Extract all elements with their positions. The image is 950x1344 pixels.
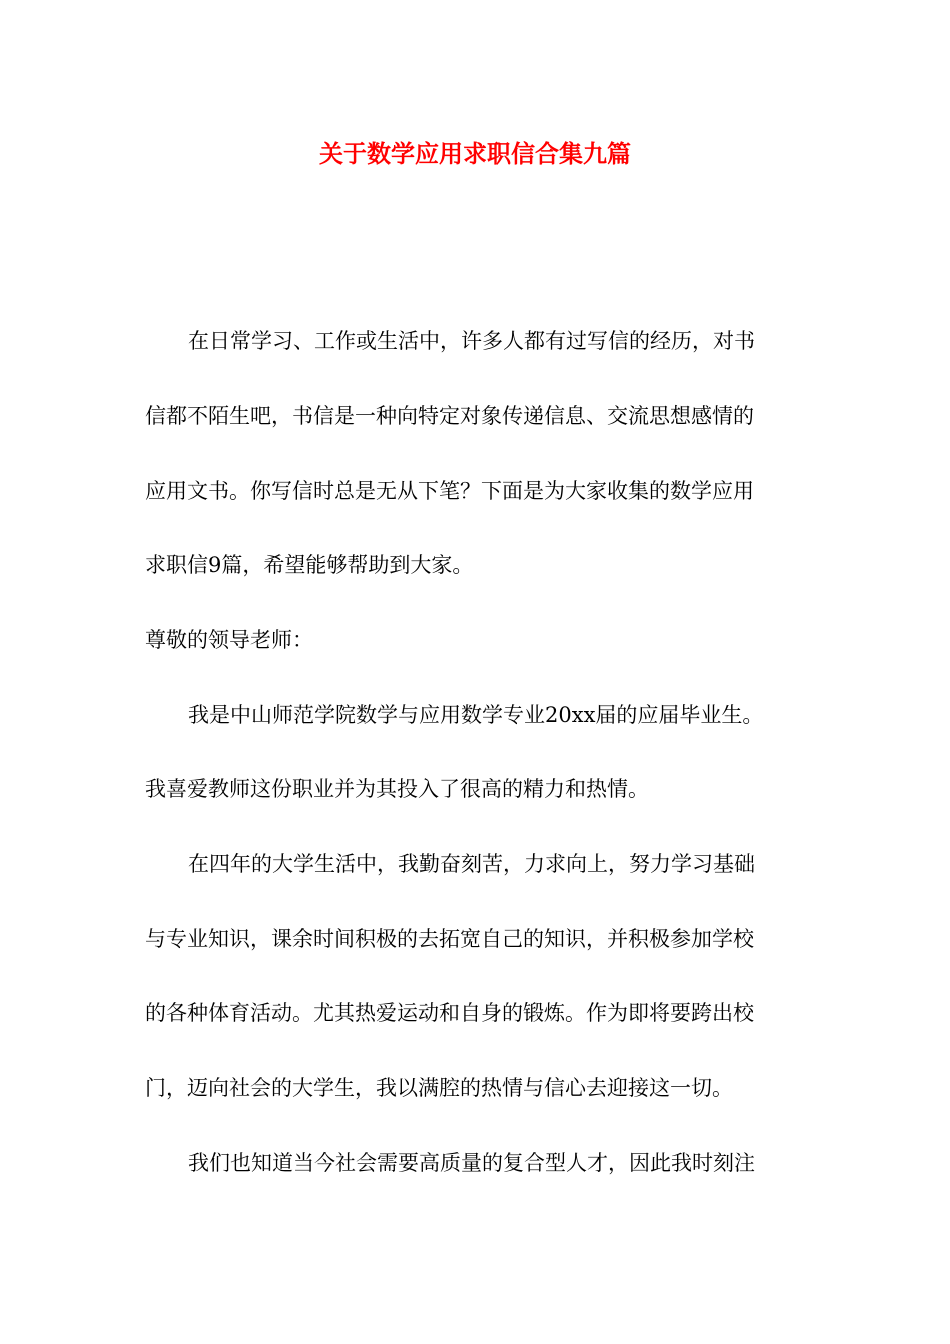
paragraph-line: 在四年的大学生活中，我勤奋刻苦，力求向上，努力学习基础 (188, 852, 755, 876)
paragraph-line: 信都不陌生吧，书信是一种向特定对象传递信息、交流思想感情的 (145, 404, 754, 428)
paragraph-line: 我们也知道当今社会需要高质量的复合型人才，因此我时刻注 (188, 1151, 755, 1175)
paragraph-line: 我喜爱教师这份职业并为其投入了很高的精力和热情。 (145, 777, 649, 801)
paragraph-line: 与专业知识，课余时间积极的去拓宽自己的知识，并积极参加学校 (145, 927, 754, 951)
paragraph-line: 求职信9篇，希望能够帮助到大家。 (145, 553, 474, 577)
paragraph-line: 在日常学习、工作或生活中，许多人都有过写信的经历，对书 (188, 329, 755, 353)
paragraph-line: 我是中山师范学院数学与应用数学专业20xx届的应届毕业生。 (188, 703, 764, 727)
document-title: 关于数学应用求职信合集九篇 (319, 139, 631, 168)
paragraph-line: 应用文书。你写信时总是无从下笔？下面是为大家收集的数学应用 (145, 479, 754, 503)
paragraph-line: 的各种体育活动。尤其热爱运动和自身的锻炼。作为即将要跨出校 (145, 1001, 754, 1025)
paragraph-line: 门，迈向社会的大学生，我以满腔的热情与信心去迎接这一切。 (145, 1076, 733, 1100)
salutation: 尊敬的领导老师： (145, 628, 313, 652)
